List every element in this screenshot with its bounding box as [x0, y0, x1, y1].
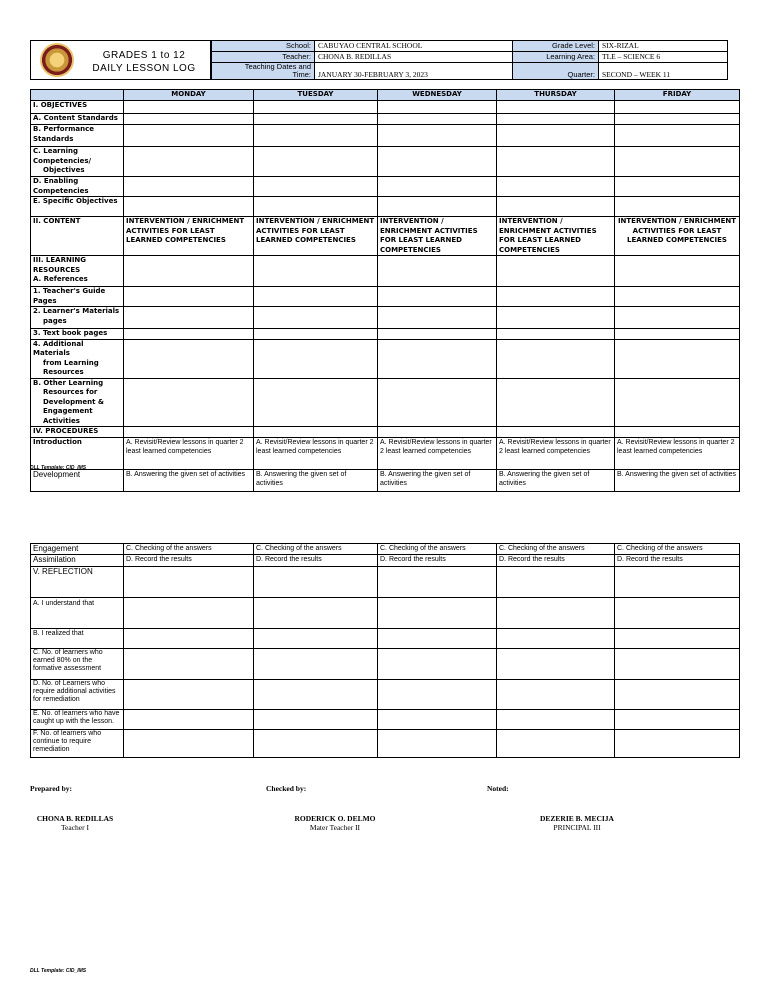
document-title — [79, 49, 209, 75]
cell-eng-mon: C. Checking of the answers — [124, 544, 254, 555]
teacher-label: Teacher: — [212, 52, 315, 63]
row-other-resources — [31, 378, 124, 427]
area-label: Learning Area: — [513, 52, 599, 63]
cell-eng-wed: C. Checking of the answers — [378, 544, 497, 555]
row-learning-resources-title: III. LEARNING RESOURCES — [33, 256, 87, 274]
checked-title: Mater Teacher II — [309, 823, 361, 832]
row-understand: A. I understand that — [31, 598, 124, 629]
row-no-c: C. No. of learners who earned 80% on the formative assessment — [31, 649, 124, 680]
row-additional — [31, 339, 124, 378]
cell-assim-wed: D. Record the results — [378, 555, 497, 567]
school-label: School: — [212, 41, 315, 52]
cell-eng-tue: C. Checking of the answers — [254, 544, 378, 555]
row-additional-line2: from Learning Resources — [43, 358, 99, 376]
row-lm-pages — [31, 307, 124, 329]
row-engagement: Engagement — [31, 544, 124, 555]
prepared-name: CHONA B. REDILLAS — [36, 814, 114, 823]
day-thursday: THURSDAY — [497, 90, 615, 101]
cell-dev-fri: B. Answering the given set of activities — [615, 469, 740, 491]
cell-dev-tue: B. Answering the given set of activities — [254, 469, 378, 491]
prepared-label: Prepared by: — [30, 784, 73, 793]
title-line-1: GRADES 1 to 12 — [102, 50, 186, 61]
noted-title: PRINCIPAL III — [553, 823, 601, 832]
cell-dev-mon: B. Answering the given set of activities — [124, 469, 254, 491]
school-value: CABUYAO CENTRAL SCHOOL — [315, 41, 513, 52]
cell-intro-wed: A. Revisit/Review lessons in quarter 2 least learned competencies — [378, 437, 497, 469]
cell-content-mon: INTERVENTION / ENRICHMENT ACTIVITIES FOR LEAST LEARNED COMPETENCIES — [124, 217, 254, 256]
teacher-value: CHONA B. REDILLAS — [315, 52, 513, 63]
row-learning-resources — [31, 256, 124, 287]
day-wednesday: WEDNESDAY — [378, 90, 497, 101]
title-line-2: DAILY LESSON LOG — [92, 63, 196, 74]
cell-dev-wed: B. Answering the given set of activities — [378, 469, 497, 491]
row-no-f: F. No. of learners who continue to require remediation — [31, 730, 124, 758]
row-content-standards: A. Content Standards — [31, 114, 124, 125]
row-reflection: V. REFLECTION — [31, 567, 124, 598]
cell-intro-fri: A. Revisit/Review lessons in quarter 2 least learned competencies — [615, 437, 740, 469]
cell-assim-thu: D. Record the results — [497, 555, 615, 567]
header-title-box — [30, 40, 211, 80]
checked-name: RODERICK O. DELMO — [294, 814, 376, 823]
row-enabling: D. Enabling Competencies — [31, 177, 124, 197]
cell-content-fri: INTERVENTION / ENRICHMENT ACTIVITIES FOR LEAST LEARNED COMPETENCIES — [615, 217, 740, 256]
row-learning-competencies-line2: Objectives — [43, 166, 85, 174]
cell-eng-thu: C. Checking of the answers — [497, 544, 615, 555]
quarter-label: Quarter: — [513, 63, 599, 80]
area-value: TLE – SCIENCE 6 — [599, 52, 728, 63]
quarter-value: SECOND – WEEK 11 — [599, 63, 728, 80]
row-learning-competencies-line1: C. Learning Competencies/ — [33, 147, 92, 165]
row-specific: E. Specific Objectives — [31, 197, 124, 217]
row-textbook: 3. Text book pages — [31, 329, 124, 340]
checked-signatory — [270, 814, 400, 832]
row-additional-line1: 4. Additional Materials — [33, 339, 84, 357]
cell-intro-mon: A. Revisit/Review lessons in quarter 2 least learned competencies — [124, 437, 254, 469]
row-no-e: E. No. of learners who have caught up with the lesson. — [31, 710, 124, 730]
day-friday: FRIDAY — [615, 90, 740, 101]
prepared-title: Teacher I — [61, 823, 89, 832]
row-realized: B. I realized that — [31, 629, 124, 649]
dates-value: JANUARY 30-FEBRUARY 3, 2023 — [315, 63, 513, 80]
deped-seal-icon — [40, 43, 74, 77]
row-lm-pages-line2: pages — [43, 316, 67, 325]
row-other-line1: B. Other Learning — [33, 378, 104, 387]
checked-label: Checked by: — [266, 784, 307, 793]
cell-content-wed: INTERVENTION / ENRICHMENT ACTIVITIES FOR LEAST LEARNED COMPETENCIES — [378, 217, 497, 256]
cell-assim-tue: D. Record the results — [254, 555, 378, 567]
day-monday: MONDAY — [124, 90, 254, 101]
noted-label: Noted: — [487, 784, 509, 793]
row-references: A. References — [33, 275, 88, 283]
prepared-signatory — [20, 814, 130, 832]
template-note-1: DLL Template: CID_IMS — [30, 465, 87, 471]
cell-assim-mon: D. Record the results — [124, 555, 254, 567]
cell-eng-fri: C. Checking of the answers — [615, 544, 740, 555]
cell-assim-fri: D. Record the results — [615, 555, 740, 567]
row-learning-competencies — [31, 147, 124, 177]
row-procedures: IV. PROCEDURES — [31, 427, 124, 438]
cell-content-tue: INTERVENTION / ENRICHMENT ACTIVITIES FOR LEAST LEARNED COMPETENCIES — [254, 217, 378, 256]
dates-label-line1: Teaching Dates and — [244, 62, 311, 71]
lesson-log-table-1 — [30, 89, 740, 492]
cell-intro-thu: A. Revisit/Review lessons in quarter 2 least learned competencies — [497, 437, 615, 469]
cell-dev-thu: B. Answering the given set of activities — [497, 469, 615, 491]
template-note-2: DLL Template: CID_IMS — [30, 968, 87, 974]
row-development: Development — [31, 469, 124, 491]
row-lm-pages-line1: 2. Learner's Materials — [33, 307, 120, 315]
header-info-grid — [211, 40, 728, 80]
row-assimilation: Assimilation — [31, 555, 124, 567]
grade-value: SIX-RIZAL — [599, 41, 728, 52]
row-introduction: Introduction — [31, 437, 124, 469]
corner-cell — [31, 90, 124, 101]
row-tg-pages: 1. Teacher's Guide Pages — [31, 287, 124, 307]
grade-label: Grade Level: — [513, 41, 599, 52]
row-other-line2: Resources for Development & Engagement Activities — [43, 388, 105, 425]
cell-intro-tue: A. Revisit/Review lessons in quarter 2 least learned competencies — [254, 437, 378, 469]
dates-label — [212, 63, 315, 80]
lesson-log-table-2 — [30, 543, 740, 758]
dates-label-line2: Time: — [292, 70, 311, 79]
row-objectives: I. OBJECTIVES — [31, 101, 124, 114]
row-no-d: D. No. of Learners who require additional activities for remediation — [31, 680, 124, 710]
row-content: II. CONTENT — [31, 217, 124, 256]
day-tuesday: TUESDAY — [254, 90, 378, 101]
noted-signatory — [513, 814, 641, 832]
cell-content-thu: INTERVENTION / ENRICHMENT ACTIVITIES FOR LEAST LEARNED COMPETENCIES — [497, 217, 615, 256]
row-performance-standards: B. Performance Standards — [31, 125, 124, 147]
noted-name: DEZERIE B. MECIJA — [540, 814, 614, 823]
